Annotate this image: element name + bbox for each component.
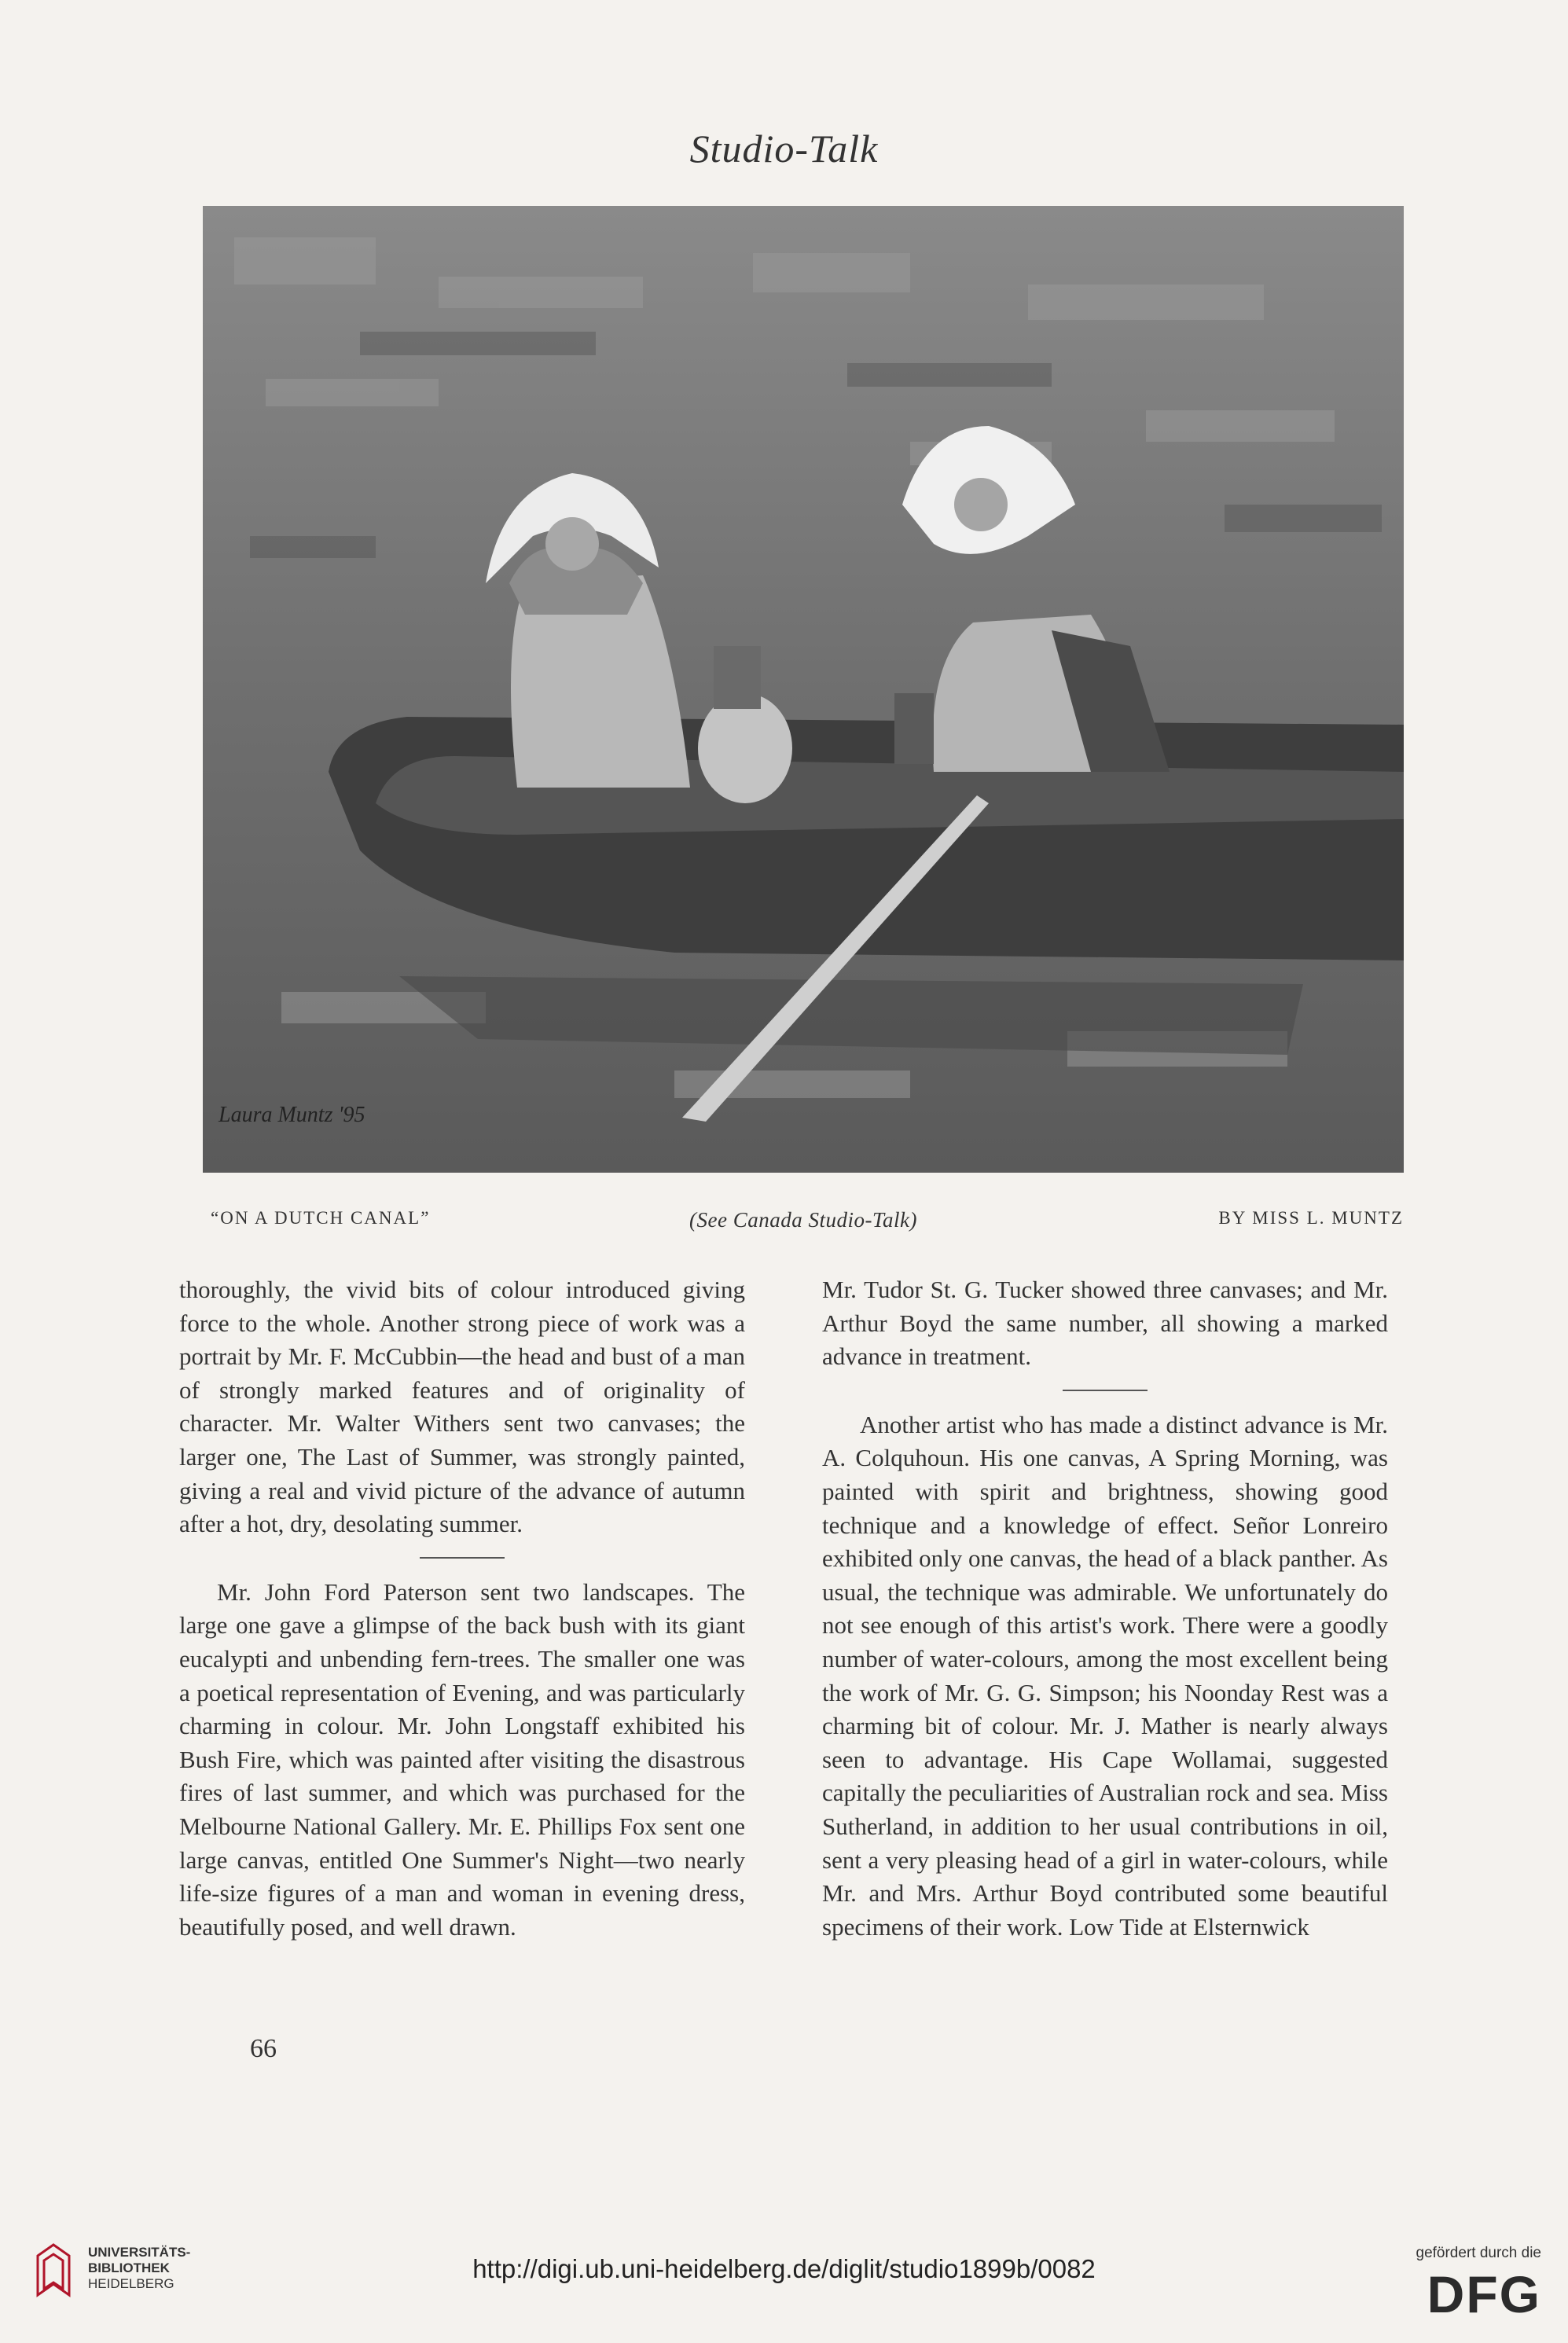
text-column-right: [822, 1273, 1388, 1944]
text-column-left: [179, 1273, 745, 1944]
paragraph: thoroughly, the vivid bits of colour introduced giving force to the whole. Another strong piece of work was a portrait by Mr. F. McCubbin—the head and bust of a man of strongly marked features and of originality of character. Mr. Walter Withers sent two canvases; the larger one, The Last of Summer, was strongly painted, giving a real and vivid picture of the advance of autumn after a hot, dry, desolating summer.: [179, 1276, 745, 1538]
painting-plate: [203, 206, 1404, 1173]
dfg-logo: DFG: [1427, 2265, 1541, 2323]
source-url-link[interactable]: http://digi.ub.uni-heidelberg.de/diglit/studio1899b/0082: [472, 2254, 1096, 2283]
library-line: HEIDELBERG: [88, 2276, 174, 2291]
page-number: 66: [250, 2034, 277, 2063]
painting-illustration: [203, 206, 1404, 1173]
paragraph: Mr. Tudor St. G. Tucker showed three canvases; and Mr. Arthur Boyd the same number, all showing a marked advance in treatment.: [822, 1276, 1388, 1371]
plate-caption: [203, 1208, 1404, 1239]
caption-title: “ON A DUTCH CANAL”: [211, 1208, 431, 1228]
section-rule: [420, 1557, 505, 1559]
paragraph: Another artist who has made a distinct advance is Mr. A. Colquhoun. His one canvas, A Spring Morning, was painted with spirit and brightness, showing good technique and a knowledge of effect. Señor Lonreiro exhibited only one canvas, the head of a black panther. As usual, the technique was admirable. We unfortunately do not see enough of this artist's work. There were a goodly number of water-colours, among the most excellent being the work of Mr. G. G. Simpson; his Noonday Rest was a charming bit of colour. Mr. J. Mather is nearly always seen to advantage. His Cape Wollamai, suggested capitally the peculiarities of Australian rock and sea. Miss Sutherland, in addition to her usual contributions in oil, sent a very pleasing head of a girl in water-colours, while Mr. and Mrs. Arthur Boyd contributed some beautiful specimens of their work. Low Tide at Elsternwick: [822, 1410, 1388, 1941]
caption-reference: (See Canada Studio-Talk): [689, 1208, 917, 1232]
sponsor-label: gefördert durch die: [1416, 2245, 1541, 2261]
digitization-footer: [0, 2216, 1568, 2343]
library-line: BIBLIOTHEK: [88, 2260, 170, 2275]
running-head: Studio-Talk: [689, 127, 879, 171]
paragraph: Mr. John Ford Paterson sent two landscapes. The large one gave a glimpse of the back bush with its giant eucalypti and unbending fern-trees. The smaller one was a poetical representation of Evening, and was particularly charming in colour. Mr. John Longstaff exhibited his Bush Fire, which was painted after visiting the disastrous fires of last summer, and which was purchased for the Melbourne National Gallery. Mr. E. Phillips Fox sent one large canvas, entitled One Summer's Night—two nearly life-size figures of a man and woman in evening dress, beautifully posed, and well drawn.: [179, 1577, 745, 1941]
artist-signature: Laura Muntz '95: [218, 1103, 365, 1127]
library-line: UNIVERSITÄTS-: [88, 2245, 191, 2260]
section-rule: [1063, 1390, 1148, 1391]
caption-artist: BY MISS L. MUNTZ: [1218, 1208, 1404, 1228]
